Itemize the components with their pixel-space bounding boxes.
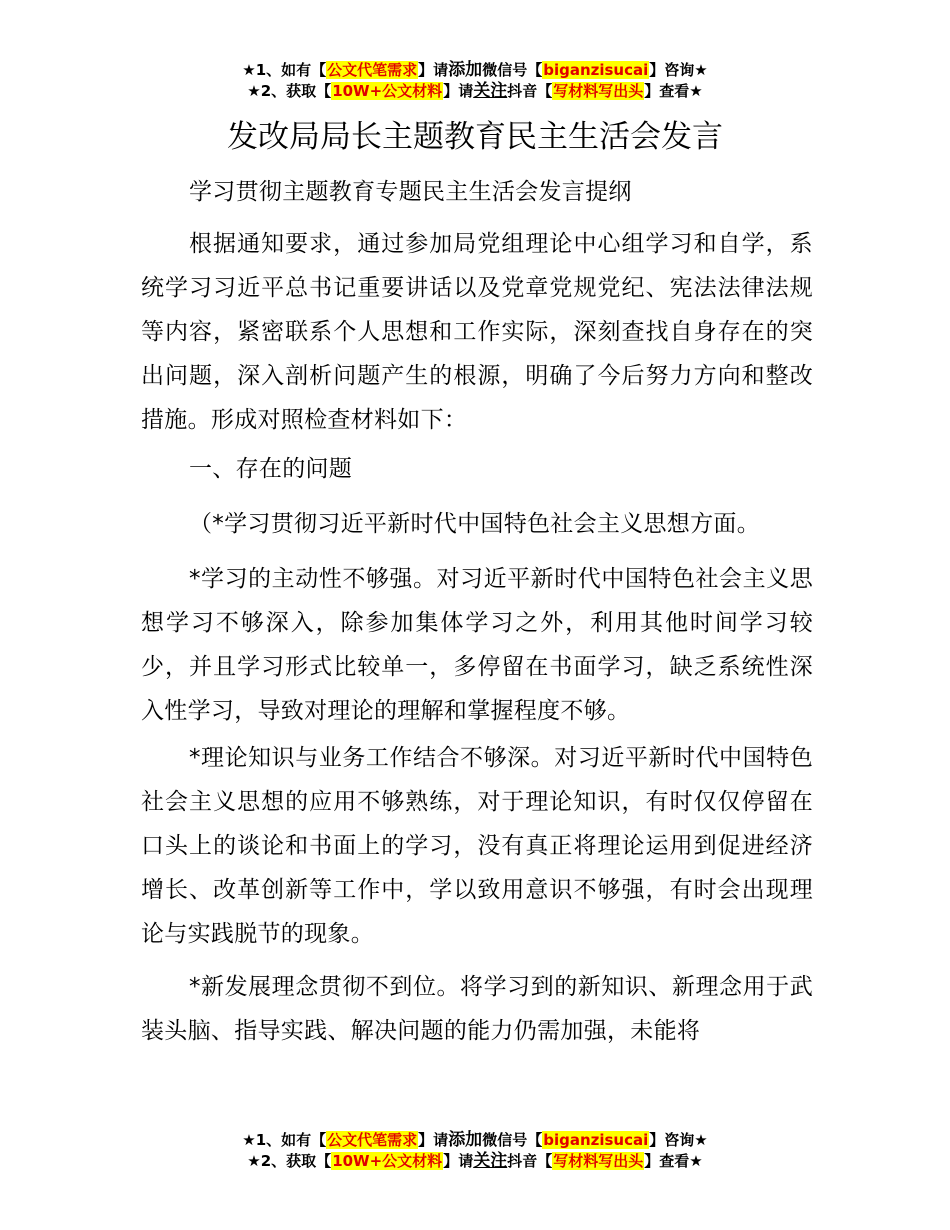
highlight-service: 公文代笔需求 (327, 1131, 418, 1149)
banner-emphasis: 添加 (448, 60, 483, 80)
highlight-douyin-id: 写材料写出头 (553, 1152, 644, 1170)
banner-text: 】请 (418, 1131, 449, 1149)
banner-emphasis: 关注 (473, 1151, 508, 1171)
intro-text: 根据通知要求，通过参加局党组理论中心组学习和自学，系统学习习近平总书记重要讲话以及党章党规党纪、宪法法律法规等内容，紧密联系个人思想和工作实际，深刻查找自身存在的突出问题，深入剖析问题产生的根源，明确了今后努力方向和整改措施。形成对照检查材料如下： (141, 231, 813, 433)
banner-text: 】查看★ (644, 82, 703, 100)
highlight-wechat-id: biganzisucai (543, 1131, 649, 1149)
subsection-heading (141, 502, 813, 546)
banner-text: ★1、如有【 (242, 1131, 327, 1149)
item-3-text: *新发展理念贯彻不到位。将学习到的新知识、新理念用于武装头脑、指导实践、解决问题的能力仍需加强，未能将 (141, 974, 813, 1044)
subsection-1-heading: （*学习贯彻习近平新时代中国特色社会主义思想方面。 (189, 511, 760, 537)
highlight-wechat-id: biganzisucai (543, 61, 649, 79)
section-1-heading: 一、存在的问题 (189, 456, 353, 482)
banner-emphasis: 关注 (473, 81, 508, 101)
document-title: 发改局局长主题教育民主生活会发言 (227, 119, 723, 155)
banner-text: 抖音【 (507, 1152, 553, 1170)
highlight-materials: 10W+公文材料 (332, 1152, 443, 1170)
highlight-douyin-id: 写材料写出头 (553, 82, 644, 100)
banner-line-1 (0, 1130, 950, 1151)
banner-text: 】咨询★ (649, 61, 708, 79)
subtitle-text: 学习贯彻主题教育专题民主生活会发言提纲 (189, 179, 632, 205)
banner-text: 抖音【 (507, 82, 553, 100)
banner-text: 】请 (443, 1152, 474, 1170)
banner-line-2 (0, 81, 950, 102)
banner-line-2 (0, 1151, 950, 1172)
highlight-materials: 10W+公文材料 (332, 82, 443, 100)
section-heading (141, 447, 813, 491)
banner-text: 微信号【 (482, 61, 543, 79)
footer-banner (0, 1130, 950, 1172)
item-paragraph-1 (141, 557, 813, 733)
banner-text: 】咨询★ (649, 1131, 708, 1149)
item-2-text: *理论知识与业务工作结合不够深。对习近平新时代中国特色社会主义思想的应用不够熟练，对于理论知识，有时仅仅停留在口头上的谈论和书面上的学习，没有真正将理论运用到促进经济增长、改革创新等工作中，学以致用意识不够强，有时会出现理论与实践脱节的现象。 (141, 745, 813, 947)
banner-text: ★2、获取【 (247, 82, 332, 100)
item-paragraph-2 (141, 736, 813, 956)
banner-emphasis: 添加 (448, 1130, 483, 1150)
item-paragraph-3 (141, 965, 813, 1053)
banner-line-1 (0, 60, 950, 81)
document-subtitle (141, 170, 813, 214)
banner-text: ★2、获取【 (247, 1152, 332, 1170)
highlight-service: 公文代笔需求 (327, 61, 418, 79)
banner-text: ★1、如有【 (242, 61, 327, 79)
banner-text: 】查看★ (644, 1152, 703, 1170)
banner-text: 微信号【 (482, 1131, 543, 1149)
intro-paragraph (141, 222, 813, 442)
header-banner (0, 60, 950, 102)
item-1-text: *学习的主动性不够强。对习近平新时代中国特色社会主义思想学习不够深入，除参加集体学习之外，利用其他时间学习较少，并且学习形式比较单一，多停留在书面学习，缺乏系统性深入性学习，导致对理论的理解和掌握程度不够。 (141, 566, 813, 724)
banner-text: 】请 (418, 61, 449, 79)
banner-text: 】请 (443, 82, 474, 100)
